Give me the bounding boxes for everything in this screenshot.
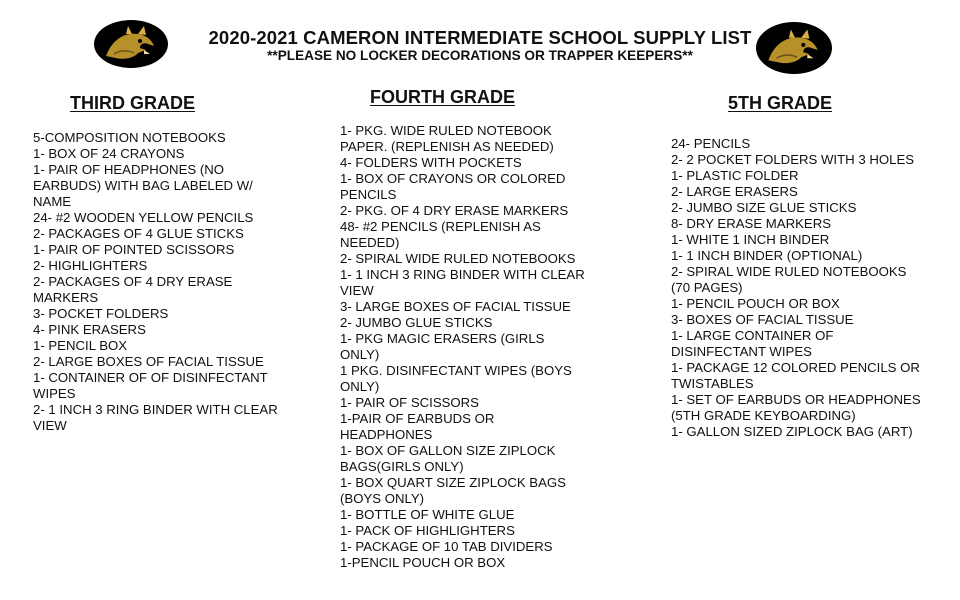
supply-item: 2- JUMBO SIZE GLUE STICKS — [671, 200, 857, 215]
supply-item: 1- 1 INCH BINDER (OPTIONAL) — [671, 248, 863, 263]
supply-item: 1- PAIR OF POINTED SCISSORS — [33, 242, 235, 257]
supply-item: 1- CONTAINER OF OF DISINFECTANT WIPES — [33, 370, 268, 401]
fifth-grade-heading: 5TH GRADE — [728, 93, 833, 113]
supply-item: 1- BOX OF GALLON SIZE ZIPLOCK BAGS(GIRLS ONLY) — [340, 443, 556, 474]
supply-item: 2- SPIRAL WIDE RULED NOTEBOOKS — [340, 251, 576, 266]
supply-item: 3- LARGE BOXES OF FACIAL TISSUE — [340, 299, 571, 314]
supply-item: 2- LARGE BOXES OF FACIAL TISSUE — [33, 354, 264, 369]
supply-item: 2- SPIRAL WIDE RULED NOTEBOOKS (70 PAGES) — [671, 264, 907, 295]
supply-item: 1 PKG. DISINFECTANT WIPES (BOYS ONLY) — [340, 363, 572, 394]
page-title: 2020-2021 CAMERON INTERMEDIATE SCHOOL SUPPLY LIST — [208, 27, 752, 48]
supply-item: 1- LARGE CONTAINER OF DISINFECTANT WIPES — [671, 328, 834, 359]
third-grade-list — [33, 130, 293, 434]
supply-item: 4- PINK ERASERS — [33, 322, 146, 337]
supply-item: 1- BOX OF CRAYONS OR COLORED PENCILS — [340, 171, 566, 202]
supply-item: 2- 2 POCKET FOLDERS WITH 3 HOLES — [671, 152, 915, 167]
supply-item: 2- PACKAGES OF 4 GLUE STICKS — [33, 226, 244, 241]
supply-item: 2- 1 INCH 3 RING BINDER WITH CLEAR VIEW — [33, 402, 278, 433]
supply-item: 1- PAIR OF HEADPHONES (NO EARBUDS) WITH BAG LABELED W/ NAME — [33, 162, 253, 209]
supply-item: 1- PACK OF HIGHLIGHTERS — [340, 523, 515, 538]
supply-item: 1-PAIR OF EARBUDS OR HEADPHONES — [340, 411, 495, 442]
supply-item: 5-COMPOSITION NOTEBOOKS — [33, 130, 226, 145]
supply-item: 8- DRY ERASE MARKERS — [671, 216, 832, 231]
supply-item: 2- PACKAGES OF 4 DRY ERASE MARKERS — [33, 274, 233, 305]
fourth-grade-heading: FOURTH GRADE — [370, 87, 515, 107]
supply-item: 1- PACKAGE 12 COLORED PENCILS OR TWISTABLES — [671, 360, 920, 391]
supply-item: 1- PENCIL POUCH OR BOX — [671, 296, 840, 311]
supply-item: 48- #2 PENCILS (REPLENISH AS NEEDED) — [340, 219, 541, 250]
supply-item: 1-PENCIL POUCH OR BOX — [340, 555, 506, 570]
supply-item: 1- PLASTIC FOLDER — [671, 168, 799, 183]
fifth-grade-list — [671, 136, 921, 440]
supply-item: 1- 1 INCH 3 RING BINDER WITH CLEAR VIEW — [340, 267, 585, 298]
fourth-grade-list — [340, 123, 585, 571]
third-grade-heading: THIRD GRADE — [70, 93, 195, 113]
supply-item: 1- BOX QUART SIZE ZIPLOCK BAGS (BOYS ONLY) — [340, 475, 566, 506]
supply-item: 1- PACKAGE OF 10 TAB DIVIDERS — [340, 539, 553, 554]
supply-item: 24- #2 WOODEN YELLOW PENCILS — [33, 210, 254, 225]
supply-item: 2- HIGHLIGHTERS — [33, 258, 148, 273]
supply-item: 1- PKG. WIDE RULED NOTEBOOK PAPER. (REPLENISH AS NEEDED) — [340, 123, 554, 154]
supply-item: 24- PENCILS — [671, 136, 751, 151]
supply-item: 1- SET OF EARBUDS OR HEADPHONES (5TH GRADE KEYBOARDING) — [671, 392, 921, 423]
supply-item: 2- JUMBO GLUE STICKS — [340, 315, 493, 330]
supply-item: 4- FOLDERS WITH POCKETS — [340, 155, 522, 170]
supply-item: 1- PAIR OF SCISSORS — [340, 395, 479, 410]
page-subtitle: **PLEASE NO LOCKER DECORATIONS OR TRAPPER KEEPERS** — [267, 48, 693, 63]
supply-item: 1- BOTTLE OF WHITE GLUE — [340, 507, 515, 522]
supply-item: 1- PKG MAGIC ERASERS (GIRLS ONLY) — [340, 331, 545, 362]
supply-item: 1- WHITE 1 INCH BINDER — [671, 232, 830, 247]
supply-item: 2- PKG. OF 4 DRY ERASE MARKERS — [340, 203, 569, 218]
supply-item: 3- BOXES OF FACIAL TISSUE — [671, 312, 854, 327]
supply-item: 1- PENCIL BOX — [33, 338, 128, 353]
supply-item: 1- BOX OF 24 CRAYONS — [33, 146, 185, 161]
supply-item: 2- LARGE ERASERS — [671, 184, 798, 199]
supply-item: 1- GALLON SIZED ZIPLOCK BAG (ART) — [671, 424, 913, 439]
supply-item: 3- POCKET FOLDERS — [33, 306, 169, 321]
